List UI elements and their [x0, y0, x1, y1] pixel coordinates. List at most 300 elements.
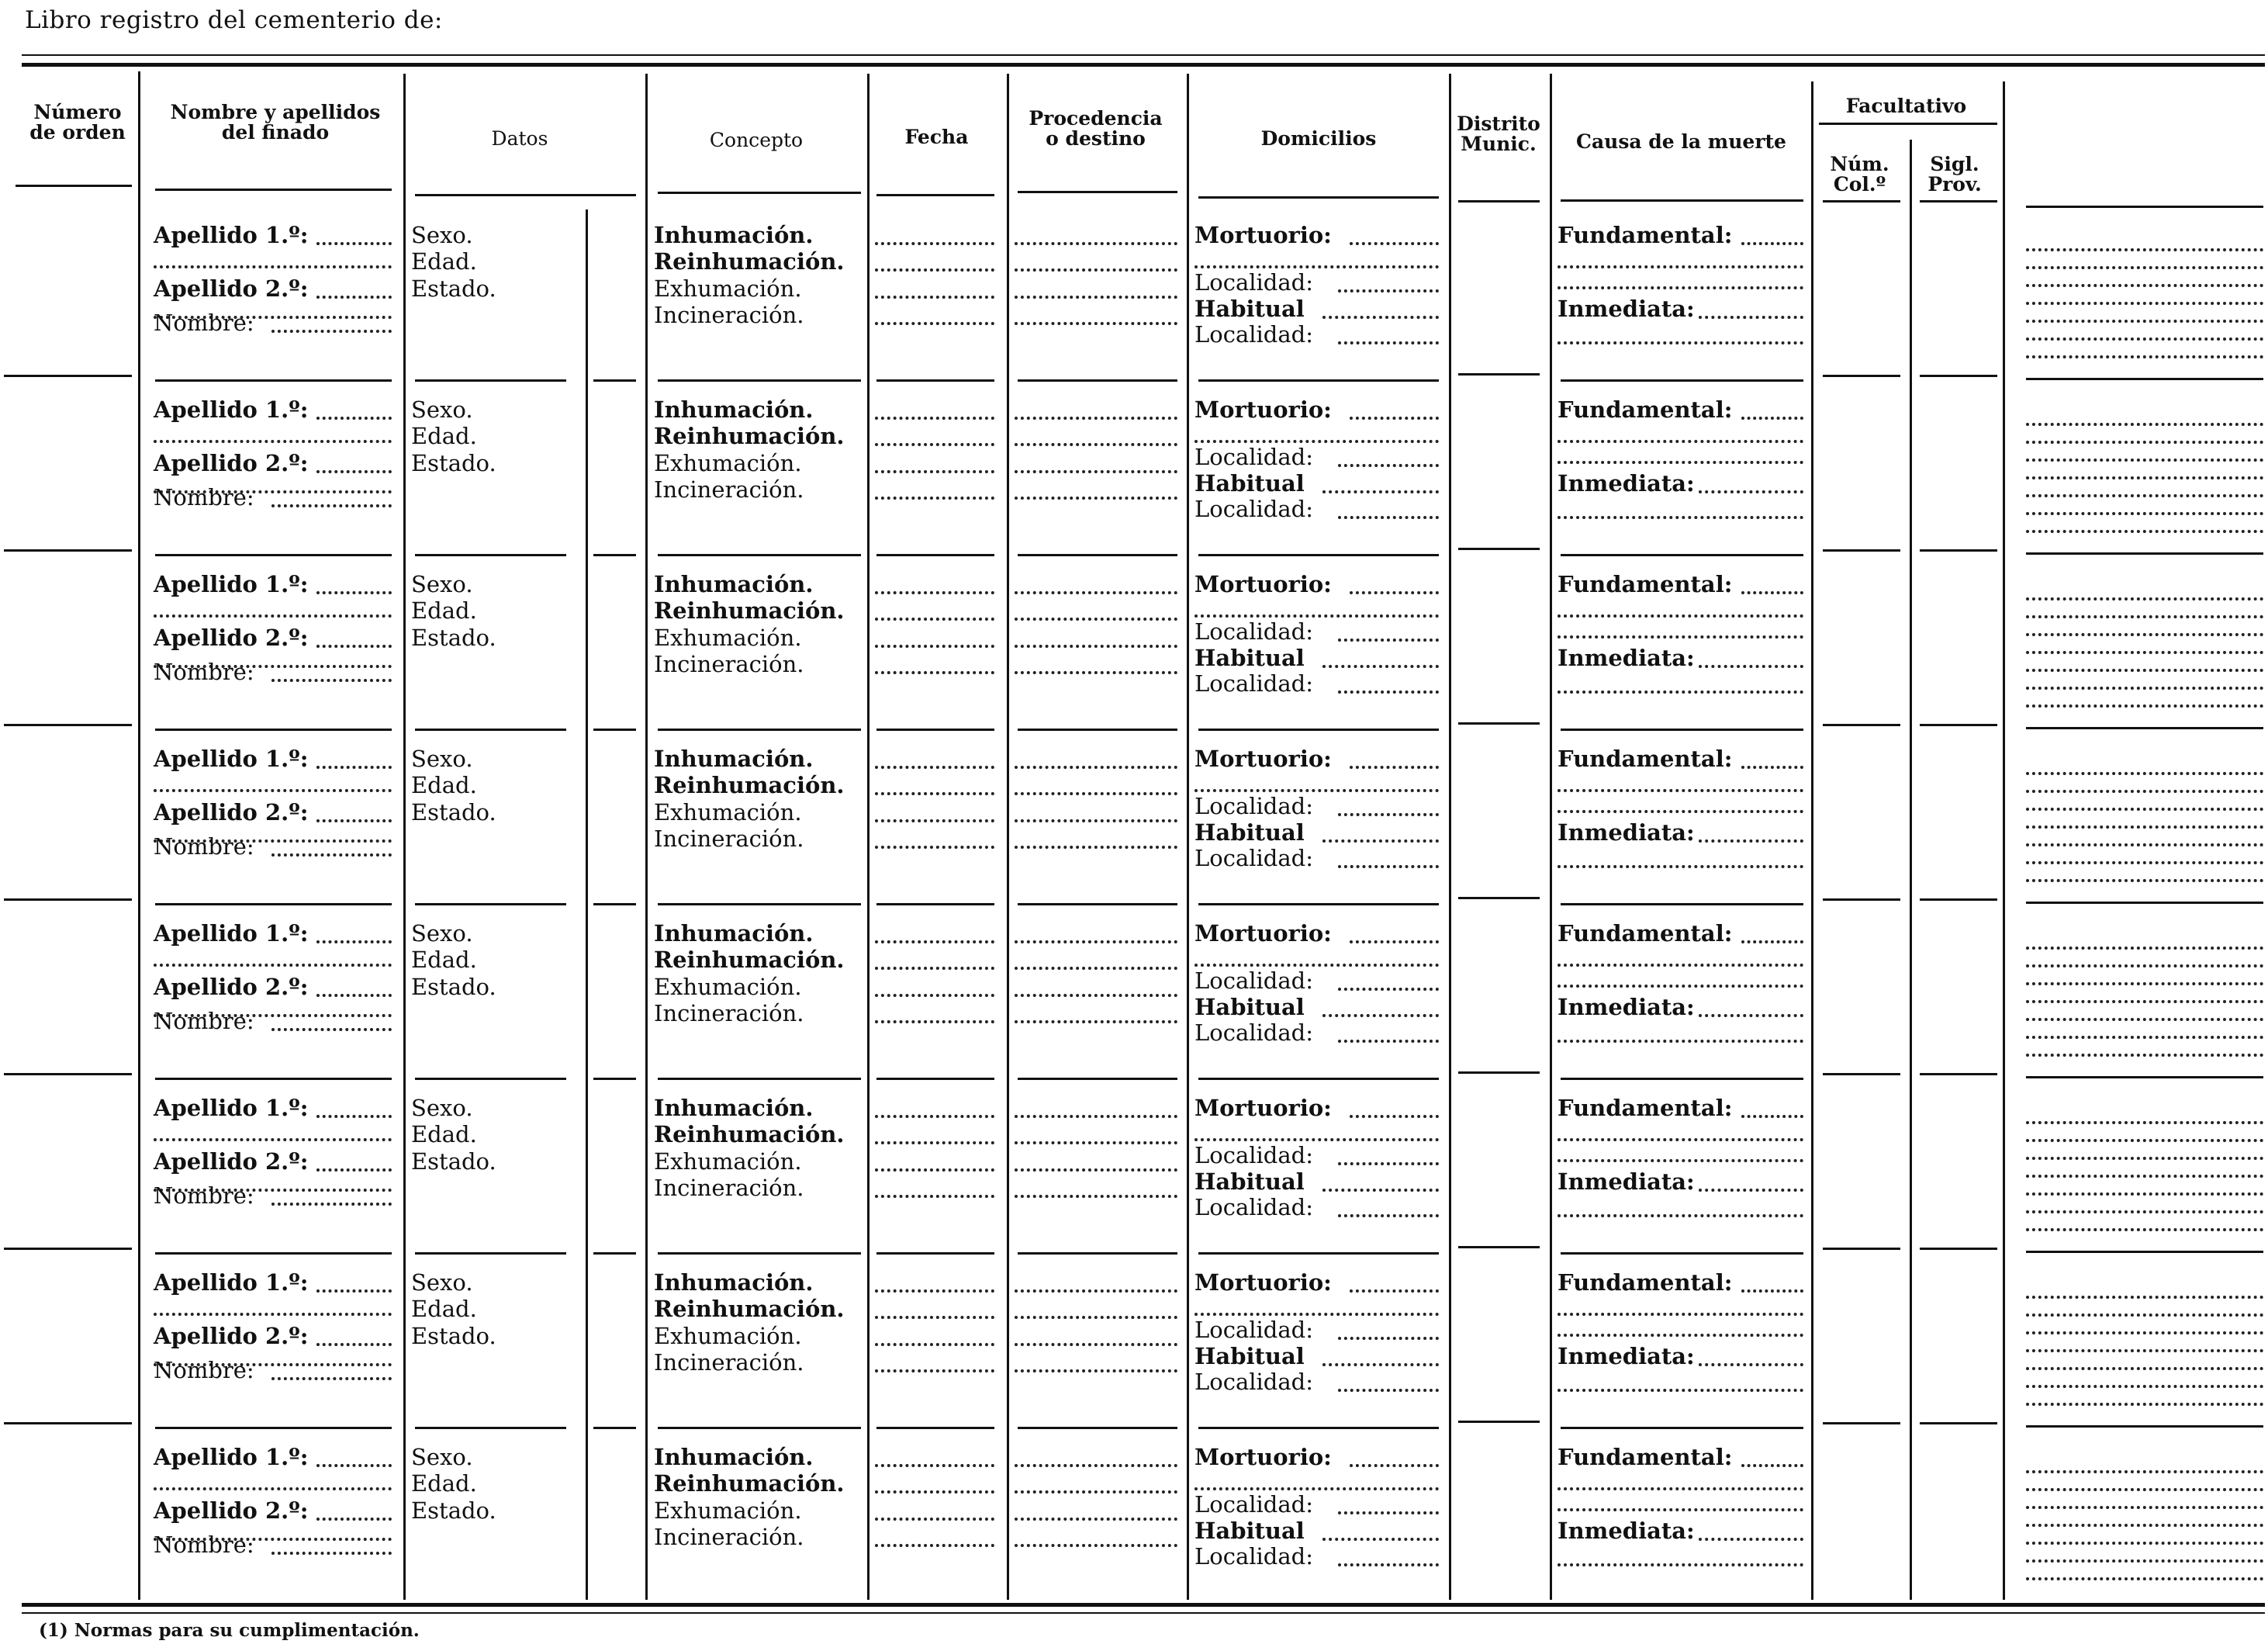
mortuorio-continuation: [1195, 789, 1439, 792]
apellido-2-label: Apellido 2.º:: [154, 974, 309, 1000]
localidad-habitual-label: Localidad:: [1195, 321, 1313, 348]
vline-num-col: [1910, 140, 1912, 1600]
row-separator: [155, 729, 392, 731]
row-separator: [1561, 379, 1803, 382]
procedencia-field: [1015, 1544, 1177, 1547]
nombre-label: Nombre:: [154, 1008, 254, 1034]
habitual-label: Habitual: [1195, 1343, 1305, 1369]
vline-concepto: [645, 74, 648, 1600]
procedencia-field: [1015, 1168, 1177, 1172]
row-separator: [593, 554, 636, 556]
row-separator: [415, 1252, 566, 1255]
row-separator: [876, 729, 994, 731]
estado-label: Estado.: [411, 1148, 496, 1175]
fundamental-label: Fundamental:: [1558, 396, 1733, 423]
procedencia-field: [1015, 1464, 1177, 1467]
fundamental-continuation: [1558, 810, 1803, 813]
observaciones-field: [2026, 441, 2263, 444]
inmediata-field: [1699, 839, 1803, 843]
row-separator: [1823, 549, 1900, 552]
header-underline: [876, 194, 994, 196]
apellido-1-field: [316, 1289, 392, 1293]
row-separator: [1458, 1071, 1540, 1074]
procedencia-field: [1015, 671, 1177, 674]
observaciones-field: [2026, 1524, 2263, 1527]
row-separator: [1920, 375, 1997, 377]
localidad-habitual-field: [1338, 865, 1439, 868]
mortuorio-continuation: [1195, 614, 1439, 618]
row-separator: [155, 554, 392, 556]
observaciones-field: [2026, 879, 2263, 882]
row-separator: [876, 1252, 994, 1255]
fecha-field: [875, 1544, 994, 1547]
reinhumacion-option: Reinhumación.: [654, 423, 845, 449]
observaciones-field: [2026, 355, 2263, 358]
observaciones-field: [2026, 1367, 2263, 1370]
mortuorio-continuation: [1195, 440, 1439, 443]
observaciones-field: [2026, 982, 2263, 985]
observaciones-field: [2026, 320, 2263, 323]
inmediata-continuation: [1558, 1040, 1803, 1043]
row-separator: [1920, 549, 1997, 552]
localidad-field: [1338, 464, 1439, 467]
observaciones-field: [2026, 1542, 2263, 1545]
procedencia-field: [1015, 846, 1177, 849]
row-separator: [155, 903, 392, 905]
apellido-1-continuation: [154, 1313, 392, 1316]
fundamental-label: Fundamental:: [1558, 746, 1733, 772]
observaciones-field: [2026, 1314, 2263, 1317]
apellido-2-label: Apellido 2.º:: [154, 275, 309, 302]
row-separator: [1920, 1248, 1997, 1250]
apellido-2-field: [316, 296, 392, 299]
row-separator: [2026, 1425, 2263, 1428]
mortuorio-continuation: [1195, 1313, 1439, 1316]
fundamental-field: [1741, 242, 1803, 245]
fecha-field: [875, 1141, 994, 1144]
row-separator: [658, 1427, 861, 1429]
localidad-field: [1338, 1511, 1439, 1514]
apellido-1-field: [316, 1464, 392, 1467]
header-underline: [1198, 196, 1439, 199]
row-separator: [1458, 373, 1540, 376]
fundamental-continuation: [1558, 461, 1803, 464]
inhumacion-option: Inhumación.: [654, 571, 814, 597]
fundamental-label: Fundamental:: [1558, 1269, 1733, 1296]
edad-label: Edad.: [411, 1121, 477, 1147]
fecha-field: [875, 322, 994, 325]
observaciones-field: [2026, 1577, 2263, 1580]
row-separator: [658, 903, 861, 905]
inmediata-label: Inmediata:: [1558, 1168, 1695, 1195]
fecha-field: [875, 1195, 994, 1198]
page-title: Libro registro del cementerio de:: [25, 6, 443, 34]
row-separator: [4, 1422, 132, 1424]
fecha-field: [875, 1518, 994, 1521]
procedencia-field: [1015, 645, 1177, 648]
localidad-habitual-field: [1338, 1389, 1439, 1392]
fecha-field: [875, 645, 994, 648]
edad-label: Edad.: [411, 423, 477, 449]
localidad-habitual-field: [1338, 516, 1439, 519]
row-separator: [1458, 1246, 1540, 1248]
mortuorio-field: [1350, 1115, 1439, 1118]
observaciones-field: [2026, 423, 2263, 426]
observaciones-field: [2026, 1385, 2263, 1388]
inhumacion-option: Inhumación.: [654, 1444, 814, 1470]
row-separator: [1920, 1073, 1997, 1075]
row-separator: [1561, 1078, 1803, 1080]
row-separator: [415, 903, 566, 905]
observaciones-field: [2026, 1192, 2263, 1196]
fundamental-label: Fundamental:: [1558, 1095, 1733, 1121]
incineracion-option: Incineración.: [654, 1175, 804, 1201]
mortuorio-field: [1350, 591, 1439, 594]
vline-distrito: [1449, 74, 1451, 1600]
procedencia-field: [1015, 1141, 1177, 1144]
reinhumacion-option: Reinhumación.: [654, 248, 845, 275]
procedencia-field: [1015, 967, 1177, 970]
inmediata-continuation: [1558, 691, 1803, 694]
observaciones-field: [2026, 1000, 2263, 1003]
observaciones-field: [2026, 772, 2263, 775]
row-separator: [1198, 379, 1439, 382]
row-separator: [1018, 1078, 1177, 1080]
row-separator: [1920, 724, 1997, 726]
row-separator: [1561, 554, 1803, 556]
vline-datos: [403, 74, 406, 1600]
nombre-field: [271, 330, 392, 333]
apellido-2-label: Apellido 2.º:: [154, 1323, 309, 1349]
row-separator: [593, 903, 636, 905]
nombre-label: Nombre:: [154, 659, 254, 685]
row-separator: [4, 1248, 132, 1250]
mortuorio-continuation: [1195, 265, 1439, 268]
apellido-2-field: [316, 1168, 392, 1172]
fecha-field: [875, 819, 994, 822]
mortuorio-label: Mortuorio:: [1195, 746, 1332, 772]
edad-label: Edad.: [411, 947, 477, 973]
observaciones-field: [2026, 494, 2263, 497]
row-separator: [658, 1078, 861, 1080]
observaciones-field: [2026, 947, 2263, 950]
fecha-field: [875, 591, 994, 594]
exhumacion-option: Exhumación.: [654, 1497, 802, 1524]
fundamental-continuation: [1558, 789, 1803, 792]
fundamental-field: [1741, 766, 1803, 769]
row-separator: [876, 903, 994, 905]
apellido-2-field: [316, 470, 392, 473]
row-separator: [1018, 1252, 1177, 1255]
mortuorio-label: Mortuorio:: [1195, 920, 1332, 947]
bottom-rule-thick: [22, 1603, 2265, 1607]
fundamental-continuation: [1558, 1334, 1803, 1337]
procedencia-field: [1015, 1369, 1177, 1372]
row-separator: [1823, 375, 1900, 377]
mortuorio-continuation: [1195, 1487, 1439, 1490]
mortuorio-label: Mortuorio:: [1195, 222, 1332, 248]
reinhumacion-option: Reinhumación.: [654, 1121, 845, 1147]
observaciones-field: [2026, 843, 2263, 846]
row-separator: [2026, 727, 2263, 729]
observaciones-field: [2026, 459, 2263, 462]
sexo-label: Sexo.: [411, 396, 473, 423]
nombre-field: [271, 1377, 392, 1380]
observaciones-field: [2026, 1121, 2263, 1124]
fecha-field: [875, 846, 994, 849]
row-separator: [593, 1427, 636, 1429]
nombre-label: Nombre:: [154, 1357, 254, 1383]
inmediata-continuation: [1558, 865, 1803, 868]
row-separator: [593, 1252, 636, 1255]
observaciones-field: [2026, 687, 2263, 690]
incineracion-option: Incineración.: [654, 1349, 804, 1376]
fundamental-label: Fundamental:: [1558, 920, 1733, 947]
procedencia-field: [1015, 766, 1177, 769]
edad-label: Edad.: [411, 1296, 477, 1322]
localidad-habitual-label: Localidad:: [1195, 1194, 1313, 1220]
fundamental-continuation: [1558, 265, 1803, 268]
inhumacion-option: Inhumación.: [654, 746, 814, 772]
row-separator: [1561, 729, 1803, 731]
estado-label: Estado.: [411, 450, 496, 476]
mortuorio-field: [1350, 1289, 1439, 1293]
mortuorio-field: [1350, 940, 1439, 943]
inmediata-continuation: [1558, 341, 1803, 344]
header-underline: [1823, 200, 1900, 202]
nombre-label: Nombre:: [154, 833, 254, 860]
fecha-field: [875, 417, 994, 420]
row-separator: [1018, 554, 1177, 556]
observaciones-field: [2026, 669, 2263, 672]
apellido-1-label: Apellido 1.º:: [154, 746, 309, 772]
fecha-field: [875, 1464, 994, 1467]
fecha-field: [875, 618, 994, 621]
row-separator: [155, 1427, 392, 1429]
localidad-field: [1338, 1337, 1439, 1340]
apellido-2-label: Apellido 2.º:: [154, 450, 309, 476]
top-rule-thick: [22, 63, 2265, 67]
apellido-1-field: [316, 417, 392, 420]
nombre-field: [271, 1203, 392, 1206]
header-underline: [1458, 200, 1540, 202]
row-separator: [415, 1427, 566, 1429]
inmediata-label: Inmediata:: [1558, 645, 1695, 671]
procedencia-field: [1015, 1490, 1177, 1494]
row-separator: [1561, 903, 1803, 905]
fecha-field: [875, 1115, 994, 1118]
row-separator: [2026, 1251, 2263, 1253]
fecha-field: [875, 268, 994, 272]
apellido-1-field: [316, 940, 392, 943]
observaciones-field: [2026, 1228, 2263, 1231]
localidad-habitual-label: Localidad:: [1195, 496, 1313, 522]
row-separator: [1018, 903, 1177, 905]
localidad-label: Localidad:: [1195, 1142, 1313, 1168]
row-separator: [658, 1252, 861, 1255]
observaciones-field: [2026, 530, 2263, 533]
top-rule-thin: [22, 54, 2265, 56]
row-separator: [1018, 379, 1177, 382]
row-separator: [155, 379, 392, 382]
sexo-label: Sexo.: [411, 920, 473, 947]
fundamental-continuation: [1558, 964, 1803, 967]
inhumacion-option: Inhumación.: [654, 222, 814, 248]
fecha-field: [875, 470, 994, 473]
fecha-field: [875, 443, 994, 446]
row-separator: [658, 729, 861, 731]
vline-facultativo: [1811, 81, 1813, 1600]
sexo-label: Sexo.: [411, 1444, 473, 1470]
apellido-1-field: [316, 591, 392, 594]
apellido-1-label: Apellido 1.º:: [154, 396, 309, 423]
fecha-field: [875, 994, 994, 997]
fecha-field: [875, 967, 994, 970]
sexo-label: Sexo.: [411, 571, 473, 597]
exhumacion-option: Exhumación.: [654, 1148, 802, 1175]
inmediata-label: Inmediata:: [1558, 1518, 1695, 1544]
localidad-habitual-field: [1338, 1040, 1439, 1043]
row-separator: [4, 898, 132, 901]
localidad-habitual-field: [1338, 1563, 1439, 1566]
header-underline: [658, 192, 861, 194]
habitual-field: [1322, 665, 1439, 668]
procedencia-field: [1015, 819, 1177, 822]
observaciones-field: [2026, 964, 2263, 967]
fecha-field: [875, 671, 994, 674]
row-separator: [2026, 378, 2263, 380]
apellido-1-continuation: [154, 964, 392, 967]
header-domicilios: Domicilios: [1260, 127, 1377, 150]
observaciones-field: [2026, 615, 2263, 618]
row-separator: [876, 1427, 994, 1429]
row-separator: [1823, 898, 1900, 901]
header-numero-orden: Número de orden: [29, 101, 126, 144]
header-underline: [16, 185, 132, 187]
nombre-field: [271, 853, 392, 857]
row-separator: [1458, 897, 1540, 899]
reinhumacion-option: Reinhumación.: [654, 597, 845, 624]
procedencia-field: [1015, 1195, 1177, 1198]
header-underline: [1561, 199, 1803, 202]
bottom-rule-thin: [22, 1612, 2265, 1614]
apellido-2-field: [316, 1518, 392, 1521]
row-separator: [658, 379, 861, 382]
apellido-1-label: Apellido 1.º:: [154, 571, 309, 597]
nombre-field: [271, 1552, 392, 1555]
incineracion-option: Incineración.: [654, 1000, 804, 1026]
habitual-field: [1322, 839, 1439, 843]
fundamental-label: Fundamental:: [1558, 1444, 1733, 1470]
apellido-1-field: [316, 1115, 392, 1118]
procedencia-field: [1015, 1343, 1177, 1346]
localidad-label: Localidad:: [1195, 793, 1313, 819]
row-separator: [1458, 1421, 1540, 1423]
apellido-2-label: Apellido 2.º:: [154, 799, 309, 826]
exhumacion-option: Exhumación.: [654, 275, 802, 302]
inmediata-label: Inmediata:: [1558, 1343, 1695, 1369]
fecha-field: [875, 1289, 994, 1293]
habitual-field: [1322, 1189, 1439, 1192]
apellido-1-label: Apellido 1.º:: [154, 1269, 309, 1296]
vline-causa: [1550, 74, 1552, 1600]
fundamental-field: [1741, 417, 1803, 420]
nombre-field: [271, 1028, 392, 1031]
observaciones-field: [2026, 1210, 2263, 1213]
row-separator: [4, 1073, 132, 1075]
exhumacion-option: Exhumación.: [654, 799, 802, 826]
vline-domicilios: [1187, 74, 1189, 1600]
localidad-label: Localidad:: [1195, 1317, 1313, 1343]
header-sigl-prov: Sigl. Prov.: [1927, 153, 1982, 196]
observaciones-field: [2026, 1036, 2263, 1039]
observaciones-field: [2026, 790, 2263, 793]
header-fecha: Fecha: [904, 126, 969, 148]
inmediata-field: [1699, 1014, 1803, 1017]
procedencia-field: [1015, 1115, 1177, 1118]
apellido-1-field: [316, 242, 392, 245]
fecha-field: [875, 1316, 994, 1319]
localidad-habitual-field: [1338, 1214, 1439, 1217]
apellido-2-field: [316, 1343, 392, 1346]
observaciones-field: [2026, 1349, 2263, 1352]
row-separator: [1198, 1252, 1439, 1255]
procedencia-field: [1015, 792, 1177, 795]
row-separator: [1823, 1248, 1900, 1250]
procedencia-field: [1015, 994, 1177, 997]
procedencia-field: [1015, 618, 1177, 621]
row-separator: [1823, 1422, 1900, 1424]
header-distrito: Distrito Munic.: [1457, 112, 1540, 155]
exhumacion-option: Exhumación.: [654, 1323, 802, 1349]
header-underline: [155, 189, 392, 191]
fecha-field: [875, 497, 994, 500]
apellido-1-continuation: [154, 789, 392, 792]
localidad-label: Localidad:: [1195, 967, 1313, 994]
localidad-label: Localidad:: [1195, 269, 1313, 296]
row-separator: [2026, 1076, 2263, 1078]
localidad-label: Localidad:: [1195, 444, 1313, 470]
sexo-label: Sexo.: [411, 1095, 473, 1121]
edad-label: Edad.: [411, 772, 477, 798]
header-underline: [1018, 191, 1177, 193]
row-separator: [1823, 724, 1900, 726]
row-separator: [155, 1252, 392, 1255]
incineracion-option: Incineración.: [654, 476, 804, 503]
sexo-label: Sexo.: [411, 222, 473, 248]
fundamental-field: [1741, 591, 1803, 594]
row-separator: [593, 379, 636, 382]
localidad-field: [1338, 639, 1439, 642]
observaciones-field: [2026, 633, 2263, 636]
procedencia-field: [1015, 1020, 1177, 1023]
row-separator: [1198, 554, 1439, 556]
observaciones-field: [2026, 337, 2263, 341]
fundamental-continuation: [1558, 286, 1803, 289]
row-separator: [1198, 729, 1439, 731]
observaciones-field: [2026, 1506, 2263, 1509]
observaciones-field: [2026, 1470, 2263, 1473]
apellido-1-continuation: [154, 1138, 392, 1141]
observaciones-field: [2026, 1175, 2263, 1178]
habitual-label: Habitual: [1195, 1168, 1305, 1195]
reinhumacion-option: Reinhumación.: [654, 772, 845, 798]
exhumacion-option: Exhumación.: [654, 974, 802, 1000]
row-separator: [1561, 1252, 1803, 1255]
habitual-field: [1322, 490, 1439, 493]
header-facultativo: Facultativo: [1845, 95, 1967, 117]
inhumacion-option: Inhumación.: [654, 920, 814, 947]
